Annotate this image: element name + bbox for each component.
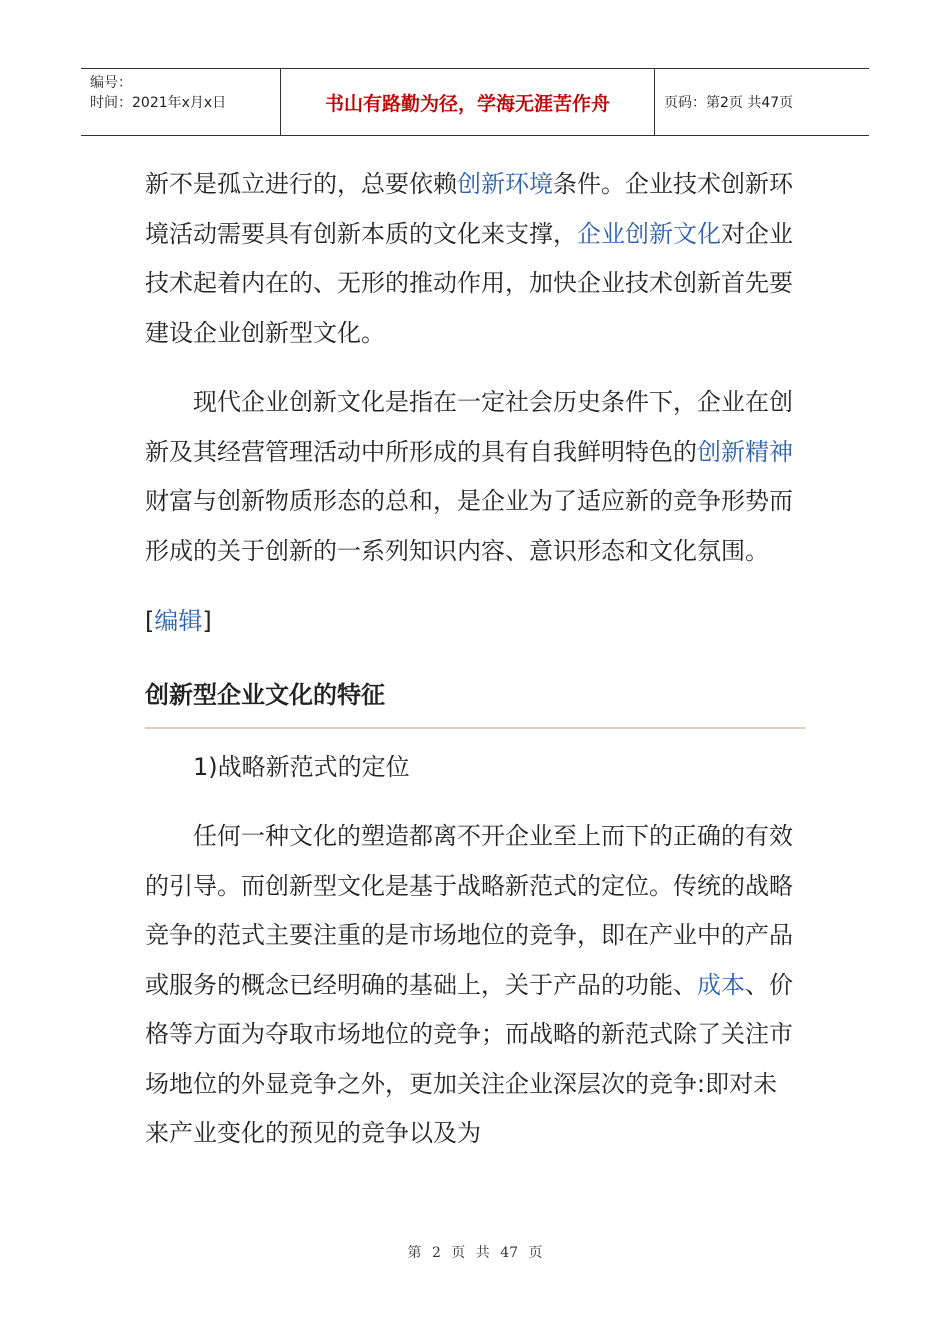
page-header (81, 68, 869, 136)
serial-label: 编号： (90, 75, 132, 91)
header-meta (81, 69, 281, 135)
edit-link[interactable]: 编辑 (154, 607, 203, 635)
link-innovation-environment[interactable]: 创新环境 (457, 170, 553, 198)
paragraph: 任何一种文化的塑造都离不开企业至上而下的正确的有效的引导。而创新型文化是基于战略新范式的定位。传统的战略竞争的范式主要注重的是市场地位的竞争，即在产业中的产品或服务的概念已经明确的基础上，关于产品的功能、成本、价格等方面为夺取市场地位的竞争；而战略的新范式除了关注市场地位的外显竞争之外，更加关注企业深层次的竞争:即对未来产业变化的预见的竞争以及为 (145, 822, 793, 1147)
link-cost[interactable]: 成本 (697, 970, 745, 999)
section-heading: 创新型企业文化的特征 (145, 671, 805, 729)
page-footer: 第 2 页 共 47 页 (407, 1245, 543, 1261)
time-label: 时间：2021年x月x日 (90, 95, 227, 111)
paragraph: 现代企业创新文化是指在一定社会历史条件下，企业在创新及其经营管理活动中所形成的具有自我鲜明特色的创新精神财富与创新物质形态的总和，是企业为了适应新的竞争形势而形成的关于创新的一系列知识内容、意识形态和文化氛围。 (145, 388, 793, 565)
header-motto: 书山有路勤为径，学海无涯苦作舟 (281, 69, 655, 135)
header-page-info: 页码：第2页 共47页 (664, 95, 794, 111)
sub-heading: 1)战略新范式的定位 (193, 752, 410, 781)
link-innovation-spirit[interactable]: 创新精神 (697, 437, 793, 466)
paragraph: 新不是孤立进行的，总要依赖创新环境条件。企业技术创新环境活动需要具有创新本质的文化来支撑，企业创新文化对企业技术起着内在的、无形的推动作用，加快企业技术创新首先要建设企业创新型文化。 (145, 170, 793, 347)
document-body (145, 160, 795, 1159)
edit-section: [编辑] (145, 607, 212, 635)
link-enterprise-innovation-culture[interactable]: 企业创新文化 (577, 219, 721, 248)
